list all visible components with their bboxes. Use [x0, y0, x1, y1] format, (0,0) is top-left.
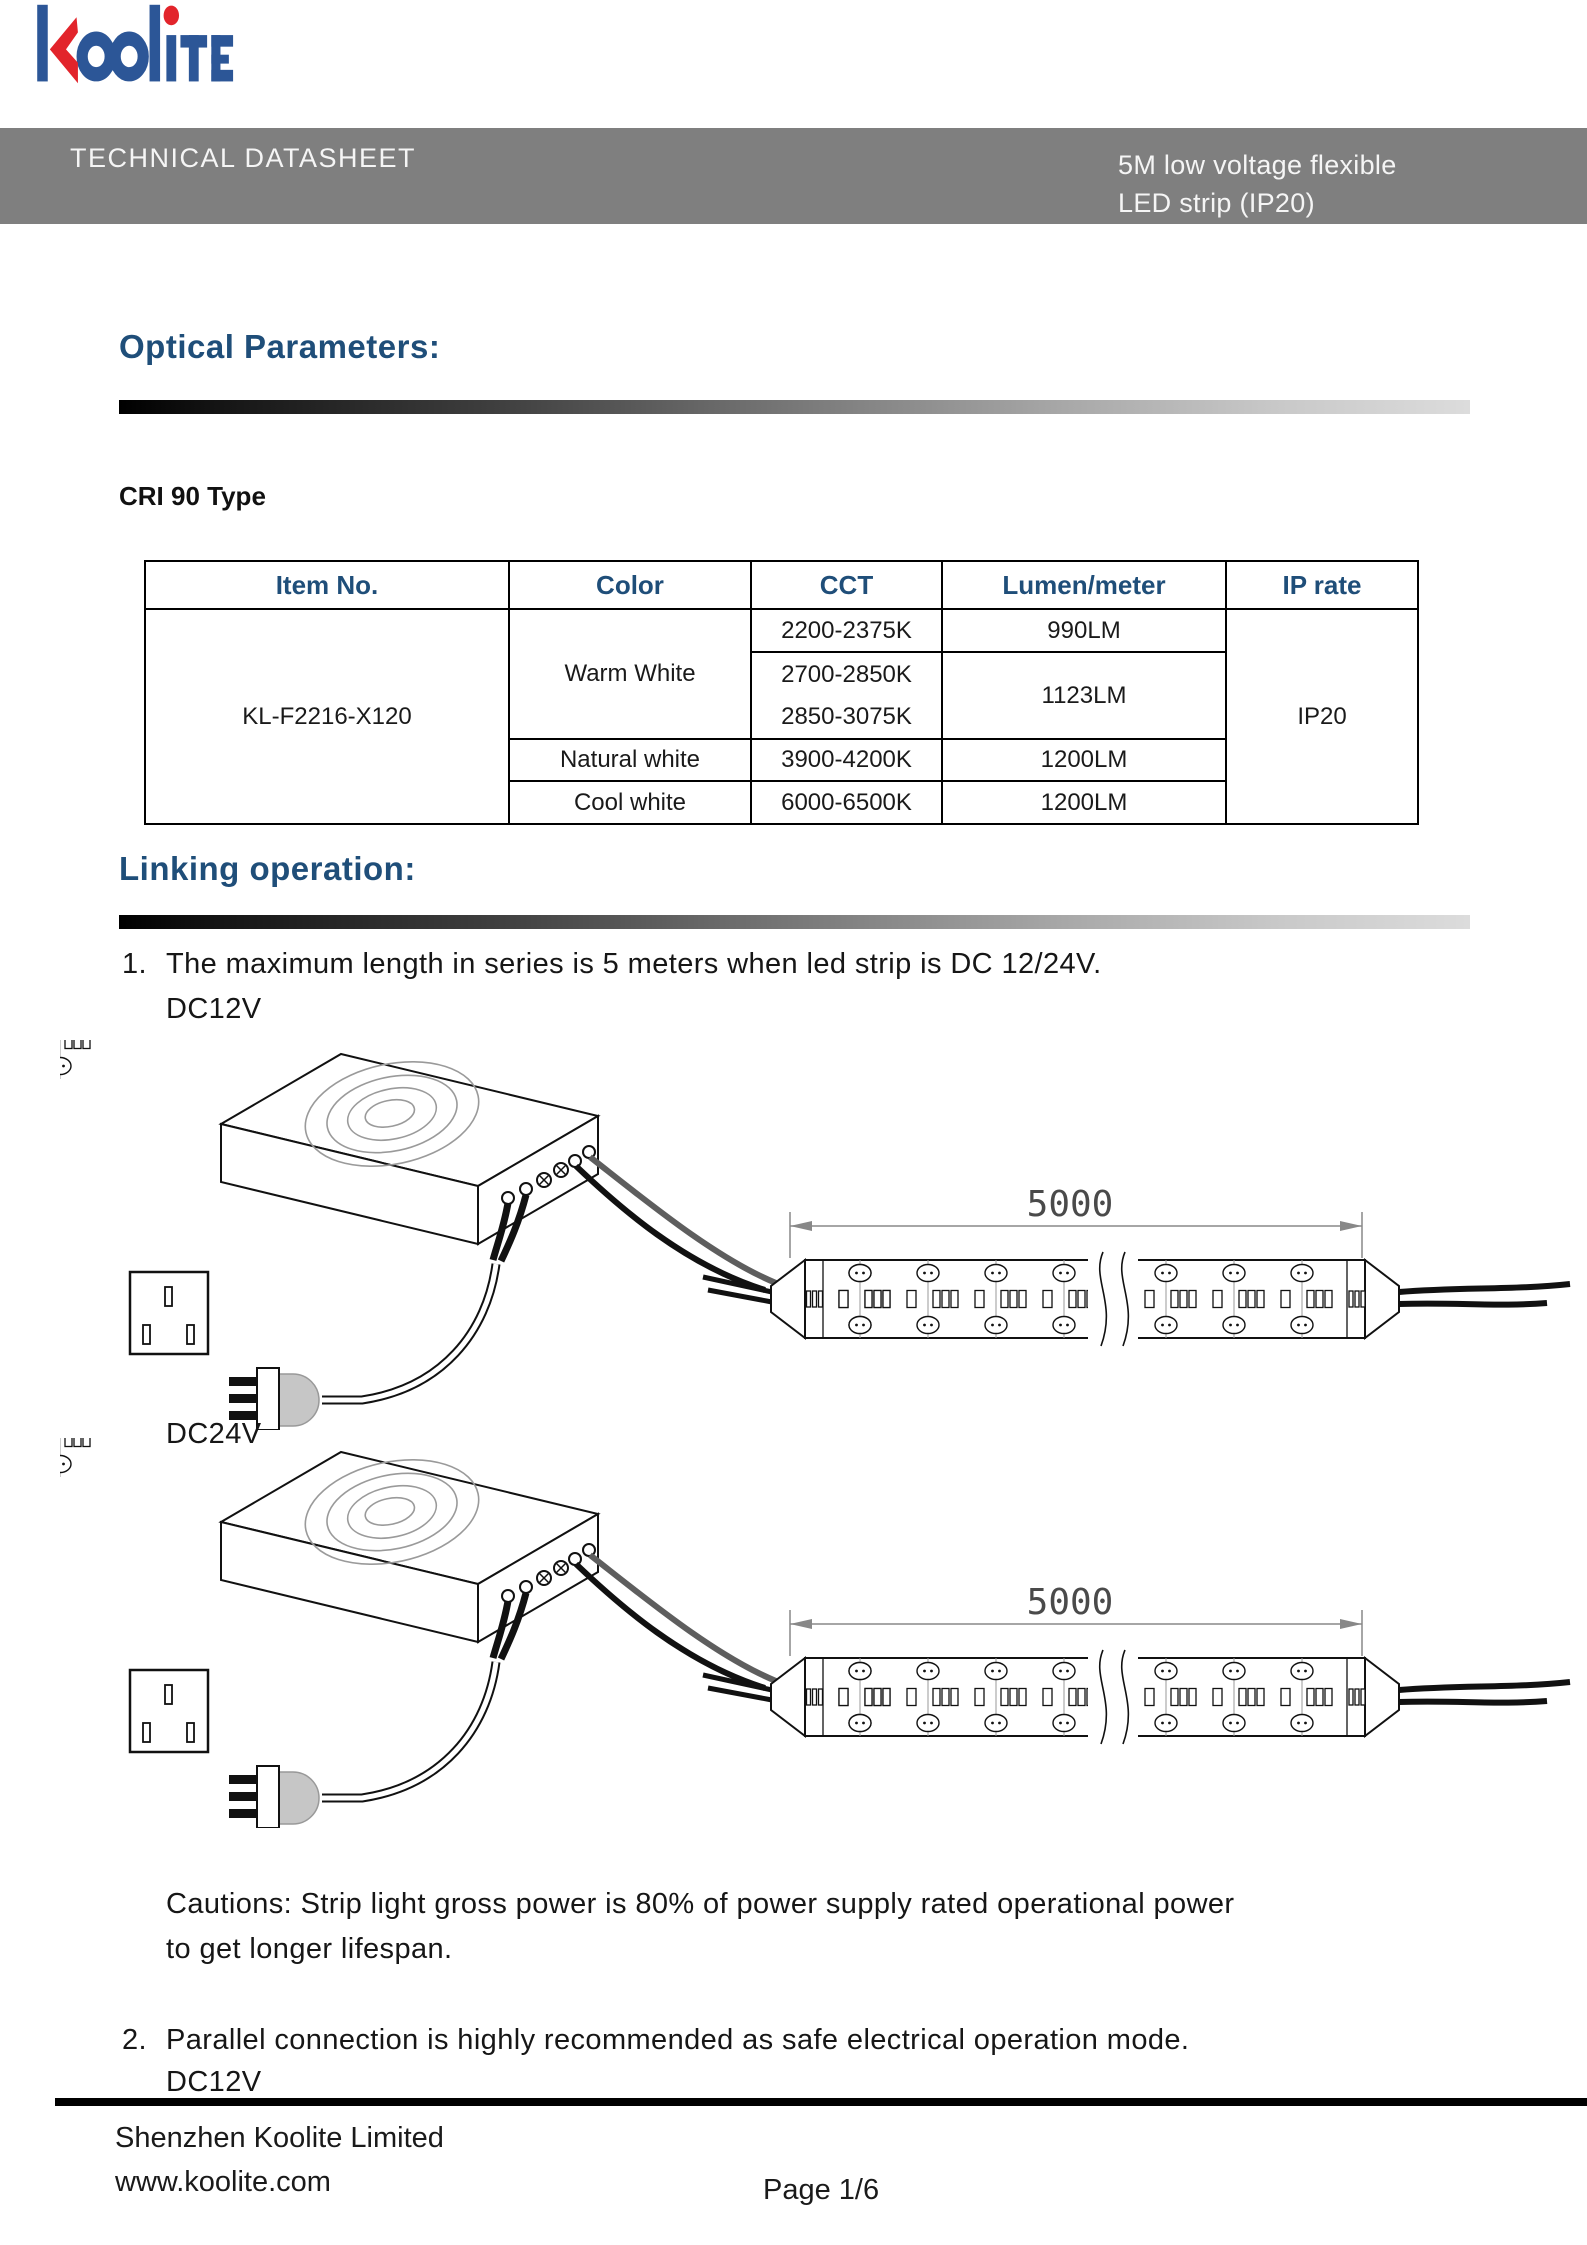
- wall-socket: [130, 1272, 208, 1354]
- break-symbol: [1088, 1252, 1138, 1346]
- cct-cell: 2200-2375K: [751, 609, 942, 652]
- divider-gradient-1: [119, 400, 1470, 414]
- diagram-dc24v: [60, 1438, 1587, 1828]
- datasheet-title: TECHNICAL DATASHEET: [70, 143, 417, 173]
- lumen-cell: 1200LM: [942, 739, 1226, 781]
- product-title: [1118, 146, 1397, 222]
- cct-line2: 2850-3075K: [781, 702, 912, 730]
- footer-website: www.koolite.com: [115, 2166, 331, 2198]
- cct-cell: [751, 652, 942, 739]
- cct-line1: 2700-2850K: [781, 660, 912, 688]
- cct-cell: 6000-6500K: [751, 781, 942, 824]
- cautions-line2: to get longer lifespan.: [166, 1933, 453, 1965]
- col-header-item-no: Item No.: [145, 561, 509, 609]
- footer-company: Shenzhen Koolite Limited: [115, 2122, 444, 2154]
- dimension-label: 5000: [1026, 1184, 1114, 1225]
- list-item-2-number: 2.: [122, 2024, 147, 2056]
- power-supply-unit: [221, 1047, 598, 1244]
- dc24v-label: DC24V: [166, 1418, 262, 1450]
- dimension-annotation: [790, 1184, 1362, 1258]
- dc12v-label-2: DC12V: [166, 2066, 262, 2098]
- list-item-1-number: 1.: [122, 948, 147, 980]
- lumen-cell: 1123LM: [942, 652, 1226, 739]
- col-header-ip-rate: IP rate: [1226, 561, 1418, 609]
- led-unit: [60, 1040, 90, 1079]
- product-title-line2: LED strip (IP20): [1118, 188, 1315, 218]
- section-title-optical: Optical Parameters:: [119, 328, 441, 365]
- lumen-cell: 1200LM: [942, 781, 1226, 824]
- ip-rate-cell: IP20: [1226, 609, 1418, 824]
- spec-table: [144, 560, 1419, 825]
- cautions-line1: Cautions: Strip light gross power is 80% of power supply rated operational power: [166, 1888, 1235, 1920]
- product-title-line1: 5M low voltage flexible: [1118, 150, 1397, 180]
- koolite-logo-icon: [33, 3, 238, 85]
- divider-gradient-2: [119, 915, 1470, 929]
- col-header-lumen: Lumen/meter: [942, 561, 1226, 609]
- diagram-dc12v: [60, 1040, 1587, 1430]
- footer-page-number: Page 1/6: [763, 2174, 880, 2206]
- footer-rule: [55, 2098, 1587, 2106]
- table-header-row: [145, 561, 1418, 609]
- list-item-2-text: Parallel connection is highly recommended as safe electrical operation mode.: [166, 2024, 1190, 2056]
- section-title-linking: Linking operation:: [119, 850, 416, 887]
- color-cell-cool-white: Cool white: [509, 781, 751, 824]
- cri90-subtitle: CRI 90 Type: [119, 481, 266, 511]
- col-header-color: Color: [509, 561, 751, 609]
- color-cell-natural-white: Natural white: [509, 739, 751, 781]
- dc12v-label-1: DC12V: [166, 993, 262, 1025]
- cct-cell: 3900-4200K: [751, 739, 942, 781]
- lumen-cell: 990LM: [942, 609, 1226, 652]
- col-header-cct: CCT: [751, 561, 942, 609]
- table-row: [145, 609, 1418, 652]
- item-no-cell: KL-F2216-X120: [145, 609, 509, 824]
- color-cell-warm-white: Warm White: [509, 609, 751, 739]
- list-item-1-text: The maximum length in series is 5 meters when led strip is DC 12/24V.: [166, 948, 1102, 980]
